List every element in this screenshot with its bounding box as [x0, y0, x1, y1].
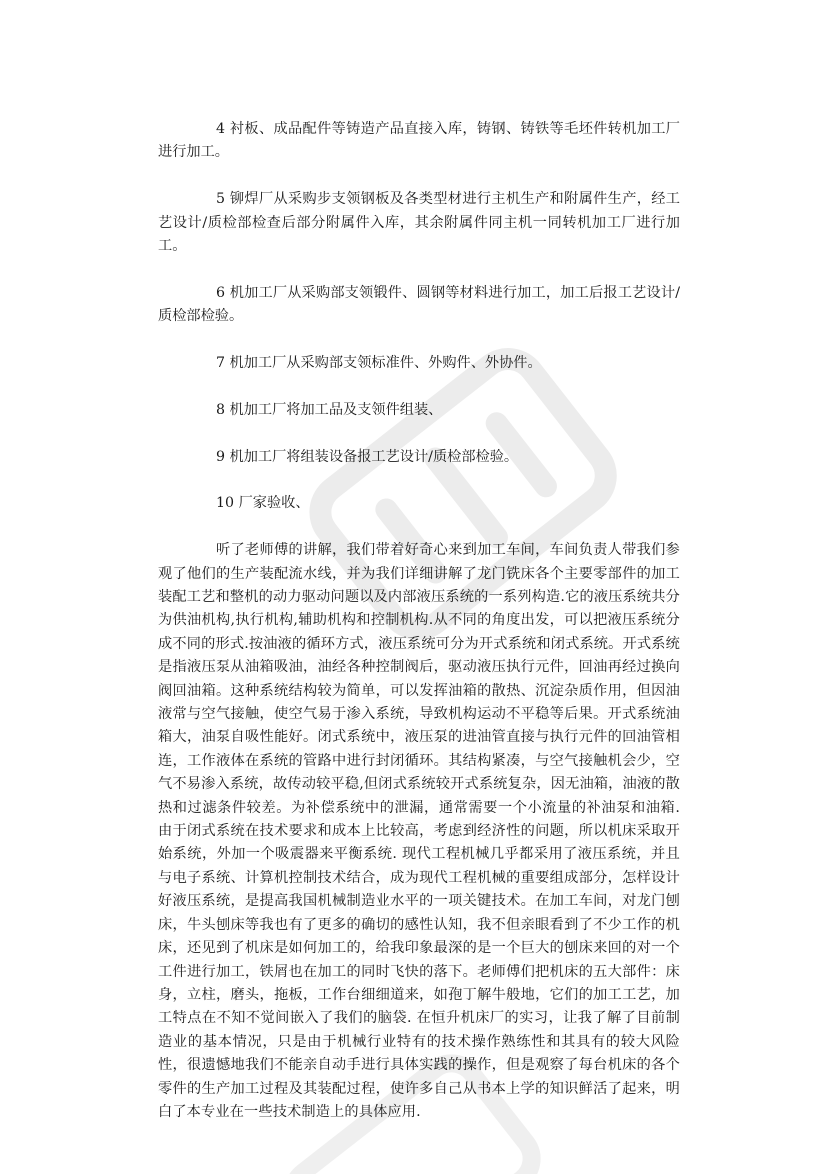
paragraph-step-9: 9 机加工厂将组装设备报工艺设计/质检部检验。: [216, 448, 519, 465]
document-body: [158, 118, 680, 1124]
paragraph-workshop-narrative: 听了老师傅的讲解，我们带着好奇心来到加工车间，车间负责人带我们参观了他们的生产装配流水线，并为我们详细讲解了龙门铣床各个主要零部件的加工装配工艺和整机的动力驱动问题以及内部液压系统的一系列构造.它的液压系统共分为供油机构,执行机构,辅助机构和控制机构.从不同的角度出发，可以把液压系统分成不同的形式.按油液的循环方式，液压系统可分为开式系统和闭式系统。开式系统是指液压泵从油箱吸油，油经各种控制阀后，驱动液压执行元件，回油再经过换向阀回油箱。这种系统结构较为简单，可以发挥油箱的散热、沉淀杂质作用，但因油液常与空气接触，使空气易于渗入系统，导致机构运动不平稳等后果。开式系统油箱大，油泵自吸性能好。闭式系统中，液压泵的进油管直接与执行元件的回油管相连，工作液体在系统的管路中进行封闭循环。其结构紧凑，与空气接触机会少，空气不易渗入系统，故传动较平稳,但闭式系统较开式系统复杂，因无油箱，油液的散热和过滤条件较差。为补偿系统中的泄漏，通常需要一个小流量的补油泵和油箱. 由于闭式系统在技术要求和成本上比较高，考虑到经济性的问题，所以机床采取开始系统，外加一个吸震器来平衡系统. 现代工程机械几乎都采用了液压系统，并且与电子系统、计算机控制技术结合，成为现代工程机械的重要组成部分，怎样设计好液压系统，是提高我国机械制造业水平的一项关键技术。在加工车间，对龙门刨床，牛头刨床等我也有了更多的确切的感性认知，我不但亲眼看到了不少工作的机床，还见到了机床是如何加工的，给我印象最深的是一个巨大的刨床来回的对一个工件进行加工，铁屑也在加工的同时飞快的落下。老师傅们把机床的五大部件：床身，立柱，磨头，拖板，工作台细细道来，如孢丁解牛般地，它们的加工工艺，加工特点在不知不觉间嵌入了我们的脑袋. 在恒升机床厂的实习，让我了解了目前制造业的基本情况，只是由于机械行业特有的技术操作熟练性和其具有的较大风险性，很遗憾地我们不能亲自动手进行具体实践的操作，但是观察了每台机床的各个零件的生产加工过程及其装配过程，使许多自己从书本上学的知识鲜活了起来，明白了本专业在一些技术制造上的具体应用.: [158, 542, 680, 1120]
paragraph-step-6: 6 机加工厂从采购部支领锻件、圆钢等材料进行加工，加工后报工艺设计/质检部检验。: [158, 284, 680, 325]
paragraph-step-10: 10 厂家验收、: [216, 495, 310, 512]
paragraph-step-5: 5 铆焊厂从采购步支领钢板及各类型材进行主机生产和附属件生产，经工艺设计/质检部检查后部分附属件入库，其余附属件同主机一同转机加工厂进行加工。: [158, 191, 680, 255]
paragraph-step-4: 4 衬板、成品配件等铸造产品直接入库，铸钢、铸铁等毛坯件转机加工厂进行加工。: [158, 121, 680, 161]
paragraph-step-8: 8 机加工厂将加工品及支领件组装、: [216, 401, 443, 418]
paragraph-step-7: 7 机加工厂从采购部支领标准件、外购件、外协件。: [216, 355, 542, 372]
